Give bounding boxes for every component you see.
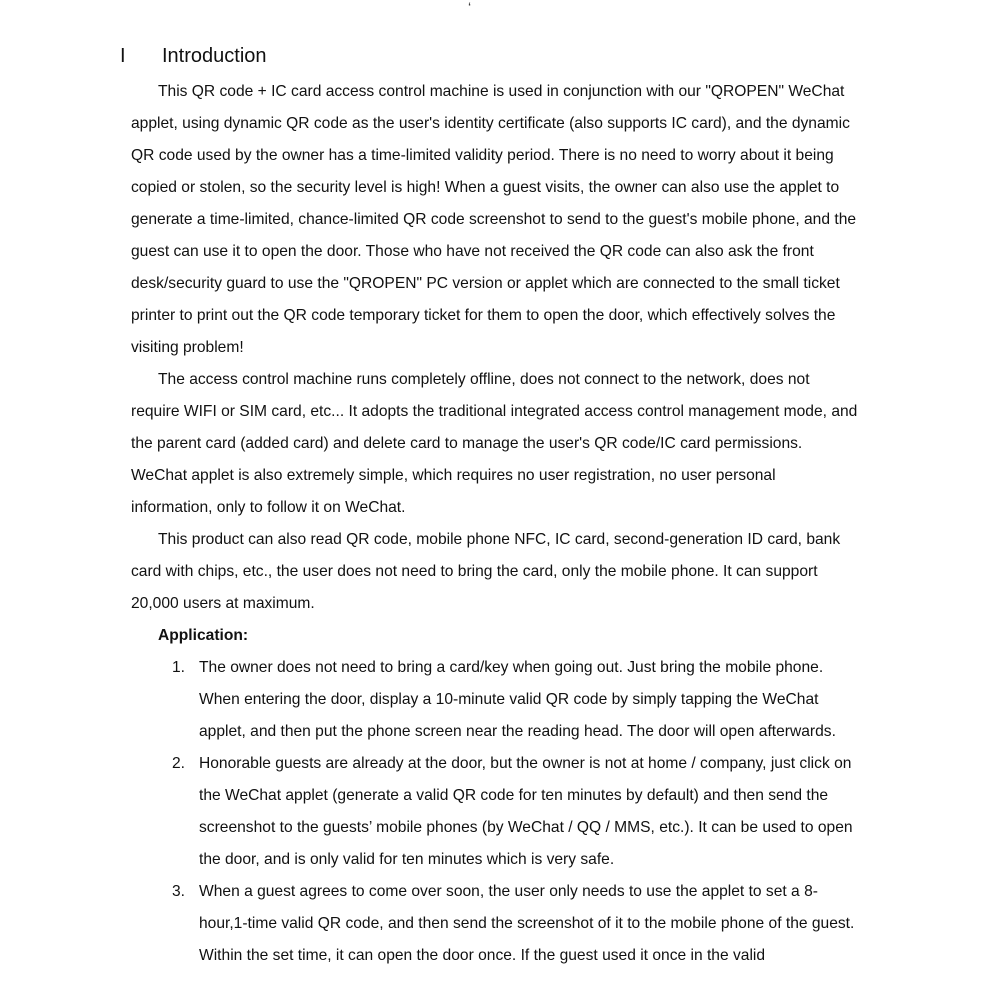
list-item-text: Honorable guests are already at the door, but the owner is not at home / company, just click on the WeChat applet (generate a valid QR code for ten minutes by default) and then send the screenshot to the guests’ mobile phones (by WeChat / QQ / MMS, etc.). It can be used to open the door, and is only valid for ten minutes which is very safe. bbox=[199, 755, 853, 868]
application-list bbox=[131, 652, 859, 972]
section-title: Introduction bbox=[162, 45, 267, 67]
document-body bbox=[131, 76, 859, 972]
list-item bbox=[131, 748, 859, 876]
list-item-text: The owner does not need to bring a card/key when going out. Just bring the mobile phone. When entering the door, display a 10-minute valid QR code by simply tapping the WeChat applet, and then put the phone screen near the reading head. The door will open afterwards. bbox=[199, 659, 836, 740]
section-number: I bbox=[120, 45, 126, 67]
list-item-number: 3. bbox=[172, 883, 186, 900]
list-item-number: 2. bbox=[172, 755, 186, 772]
intro-paragraph: This QR code + IC card access control machine is used in conjunction with our "QROPEN" WeChat applet, using dynamic QR code as the user's identity certificate (also supports IC card), and the dynamic QR code used by the owner has a time-limited validity period. There is no need to worry about it being copied or stolen, so the security level is high! When a guest visits, the owner can also use the applet to generate a time-limited, chance-limited QR code screenshot to send to the guest's mobile phone, and the guest can use it to open the door. Those who have not received the QR code can also ask the front desk/security guard to use the "QROPEN" PC version or applet which are connected to the small ticket printer to print out the QR code temporary ticket for them to open the door, which effectively solves the visiting problem! bbox=[131, 83, 857, 356]
list-item bbox=[131, 876, 859, 972]
offline-paragraph: The access control machine runs completely offline, does not connect to the network, does not require WIFI or SIM card, etc... It adopts the traditional integrated access control management mode, and the parent card (added card) and delete card to manage the user's QR code/IC card permissions. WeChat applet is also extremely simple, which requires no user registration, no user personal information, only to follow it on WeChat. bbox=[131, 371, 858, 516]
capabilities-paragraph: This product can also read QR code, mobile phone NFC, IC card, second-generation ID card, bank card with chips, etc., the user does not need to bring the card, only the mobile phone. It can support 20,000 users at maximum. bbox=[131, 531, 841, 612]
page-top-mark: ‘ bbox=[468, 0, 472, 15]
list-item bbox=[131, 652, 859, 748]
list-item-number: 1. bbox=[172, 659, 186, 676]
list-item-text: When a guest agrees to come over soon, the user only needs to use the applet to set a 8-hour,1-time valid QR code, and then send the screenshot of it to the mobile phone of the guest. Within the set time, it can open the door once. If the guest used it once in the valid bbox=[199, 883, 855, 964]
application-label: Application: bbox=[158, 627, 249, 644]
